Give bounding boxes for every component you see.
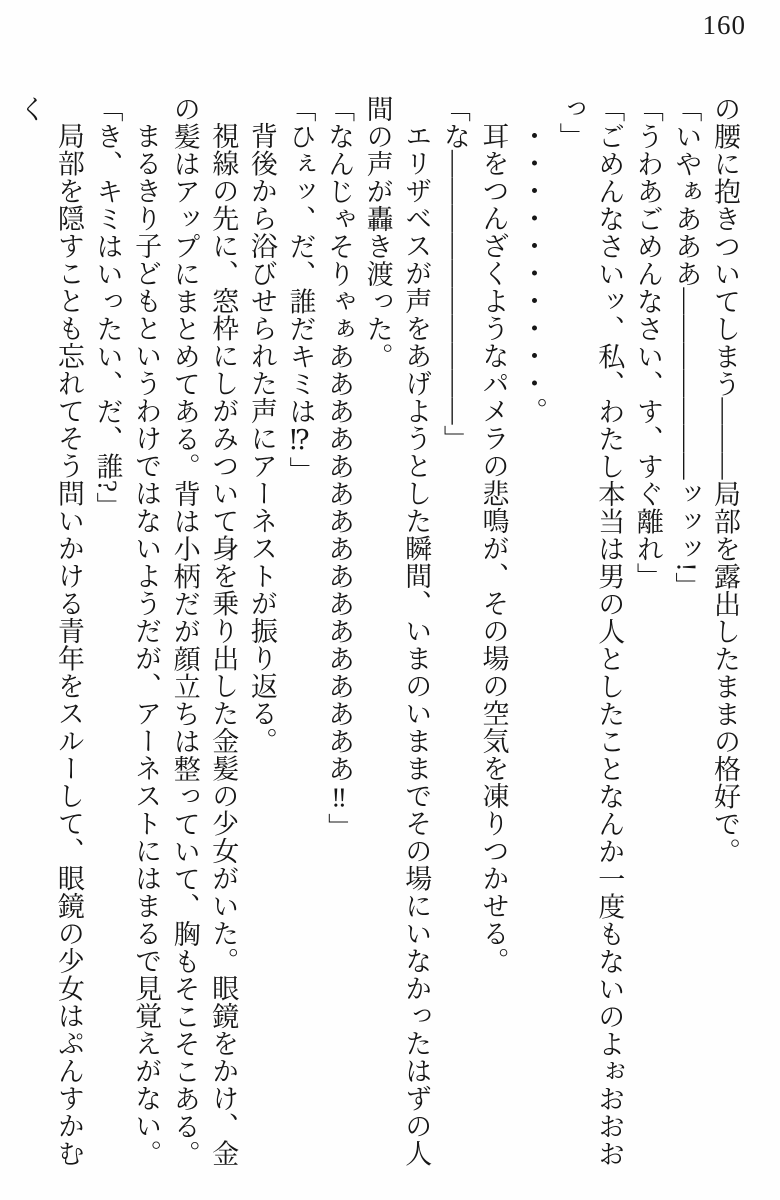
text-line: まるきり子どもというわけではないようだが、アーネストにはまるで見覚えがない。 [131,122,162,1167]
text-line: エリザベスが声をあげようとした瞬間、いまのいままでその場にいなかったはずの人間の声が轟き渡った。 [362,95,432,1167]
vertical-text-block [11,95,744,1183]
text-line: 「き、キミはいったい、だ、誰?」 [92,95,123,520]
text-line: 「ひぇッ、だ、誰だキミは⁉」 [285,95,316,484]
text-line: 「なんじゃそりゃぁああああああああああああああああ‼」 [324,95,355,841]
text-line: 「な――――――――――」 [439,95,470,453]
text-line: 局部を隠すことも忘れてそう問いかける青年をスルーして、眼鏡の少女はぷんすかむく [15,95,84,1167]
page-number: 160 [702,10,746,40]
text-line: 視線の先に、窓枠にしがみついて身を乗り出した金髪の少女がいた。眼鏡をかけ、金の髪はアップにまとめてある。背は小柄だが顔立ちは整っていて、胸もそこそこある。 [169,95,239,1168]
text-line: 背後から浴びせられた声にアーネストが振り返る。 [246,122,277,755]
text-line: の腰に抱きついてしまう―――局部を露出したままの格好で。 [710,95,740,865]
text-line: 「ごめんなさいッ、私、わたし本当は男の人としたことなんか一度もないのよぉおおおっ」 [555,95,625,1168]
text-line: ・・・・・・・・・・。 [517,122,548,425]
text-line: 「うわあごめんなさい、す、すぐ離れ」 [632,95,663,590]
text-line: 「いやぁあああ―――――――ッッッ!」 [671,95,702,600]
text-line: 耳をつんざくようなパメラの悲鳴が、その場の空気を凍りつかせる。 [478,122,509,975]
